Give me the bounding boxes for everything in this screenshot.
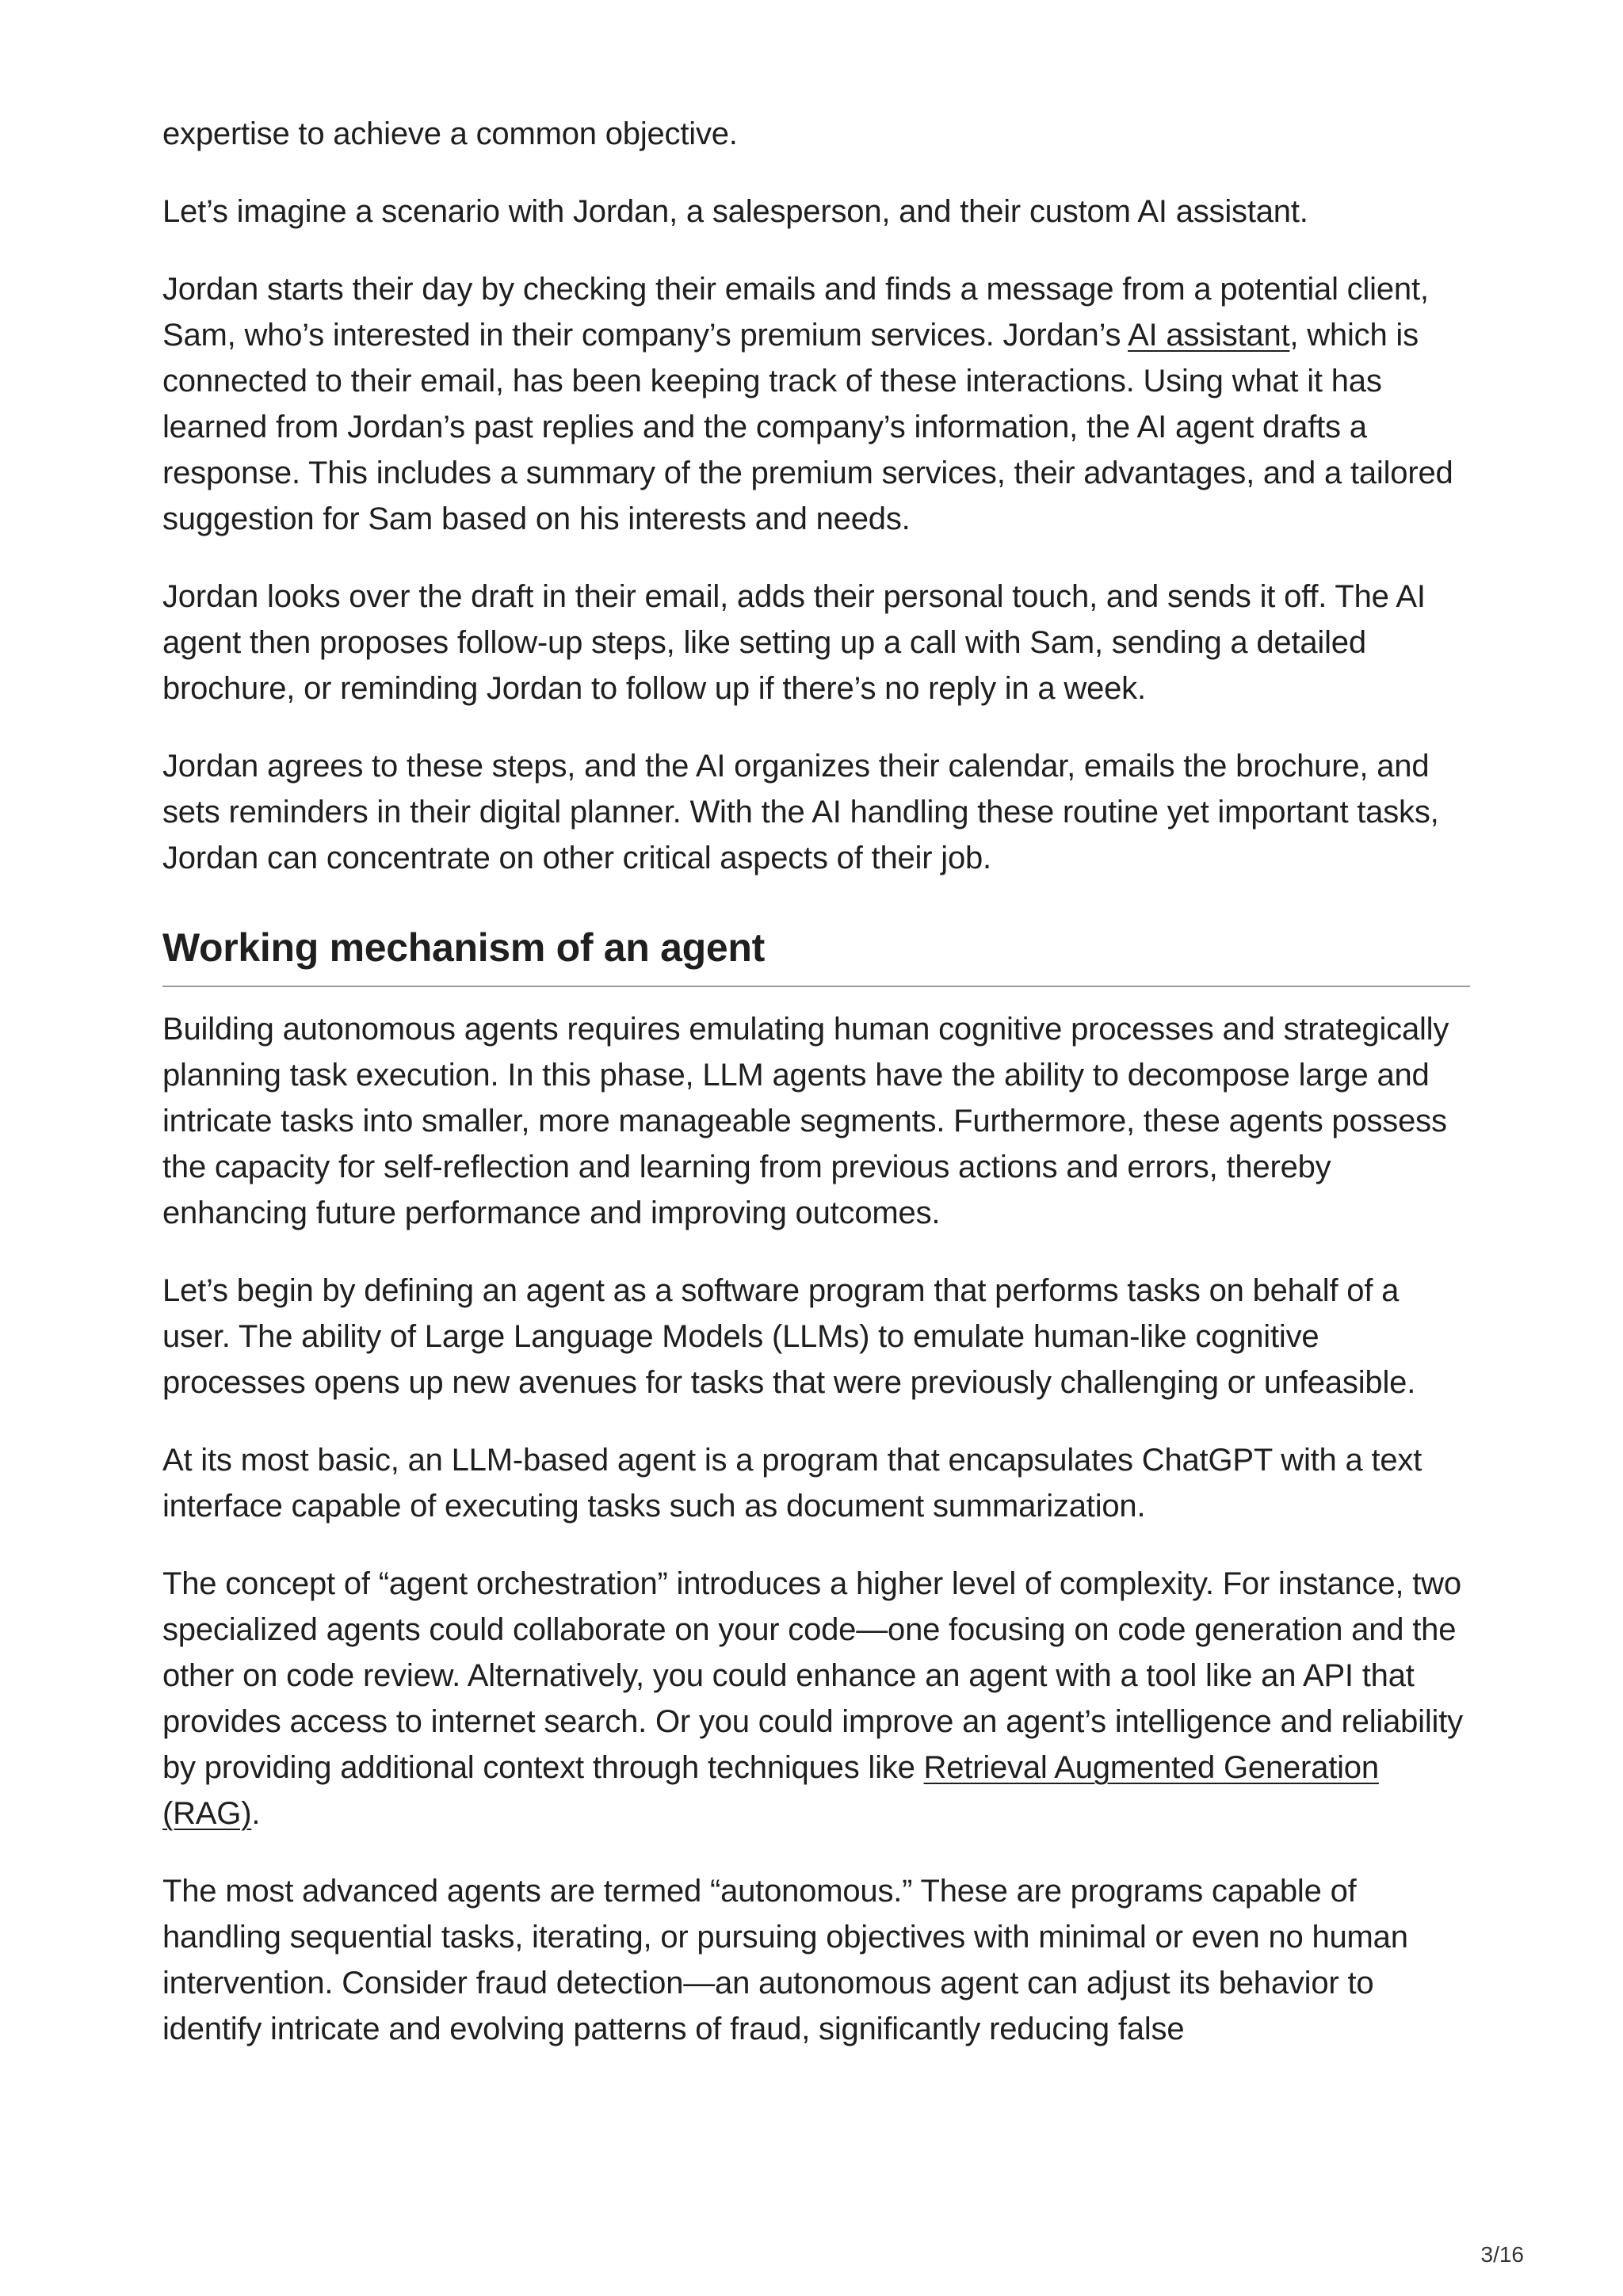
paragraph-ai-organizes: Jordan agrees to these steps, and the AI organizes their calendar, emails the brochure, and sets reminders in their digital planner. With the AI handling these routine yet important tasks, Jordan can concentrate on other critical aspects of their job. xyxy=(162,749,1439,875)
paragraph-draft-review: Jordan looks over the draft in their email, adds their personal touch, and sends it off. The AI agent then proposes follow-up steps, like setting up a call with Sam, sending a detailed brochure, or reminding Jordan to follow up if there’s no reply in a week. xyxy=(162,579,1426,706)
document-page xyxy=(162,111,1470,2084)
heading-divider xyxy=(162,986,1470,987)
rag-link[interactable]: Retrieval Augmented Generation (RAG) xyxy=(162,1750,1379,1831)
section-heading: Working mechanism of an agent xyxy=(162,925,765,970)
ai-assistant-link[interactable]: AI assistant xyxy=(1128,318,1290,353)
paragraph-scenario-intro: Let’s imagine a scenario with Jordan, a salesperson, and their custom AI assistant. xyxy=(162,194,1308,229)
paragraph-jordan-emails xyxy=(162,266,1470,542)
paragraph-autonomous-agents: The most advanced agents are termed “autonomous.” These are programs capable of handling sequential tasks, iterating, or pursuing objectives with minimal or even no human intervention. Consider fraud detection—an autonomous agent can adjust its behavior to identify intricate and evolving patterns of fraud, significantly reducing false xyxy=(162,1874,1408,2046)
paragraph-agent-definition: Let’s begin by defining an agent as a software program that performs tasks on behalf of a user. The ability of Large Language Models (LLMs) to emulate human-like cognitive processes opens up new avenues for tasks that were previously challenging or unfeasible. xyxy=(162,1273,1416,1400)
text-segment: Jordan starts their day by checking their emails and finds a message from a potential client, Sam, who’s interested in their company’s premium services. Jordan’s xyxy=(162,272,1429,353)
paragraph-basic-agent: At its most basic, an LLM-based agent is a program that encapsulates ChatGPT with a text interface capable of executing tasks such as document summarization. xyxy=(162,1443,1423,1524)
paragraph-building-agents: Building autonomous agents requires emulating human cognitive processes and strategically planning task execution. In this phase, LLM agents have the ability to decompose large and intricate tasks into smaller, more manageable segments. Furthermore, these agents possess the capacity for self-reflection and learning from previous actions and errors, thereby enhancing future performance and improving outcomes. xyxy=(162,1012,1449,1230)
text-segment: . xyxy=(251,1796,261,1831)
text-segment: , which is connected to their email, has been keeping track of these interactions. Using what it has learned from Jordan’s past replies and the company’s information, the AI agent drafts a response. This includes a summary of the premium services, their advantages, and a tailored suggestion for Sam based on his interests and needs. xyxy=(162,318,1453,536)
text-segment: The concept of “agent orchestration” introduces a higher level of complexity. For instance, two specialized agents could collaborate on your code—one focusing on code generation and the other on code review. Alternatively, you could enhance an agent with a tool like an API that provides access to internet search. Or you could improve an agent’s intelligence and reliability by providing additional context through techniques like xyxy=(162,1566,1463,1785)
page-number: 3/16 xyxy=(1480,2242,1524,2267)
paragraph-agent-orchestration xyxy=(162,1561,1470,1836)
paragraph-continuation: expertise to achieve a common objective. xyxy=(162,116,738,151)
